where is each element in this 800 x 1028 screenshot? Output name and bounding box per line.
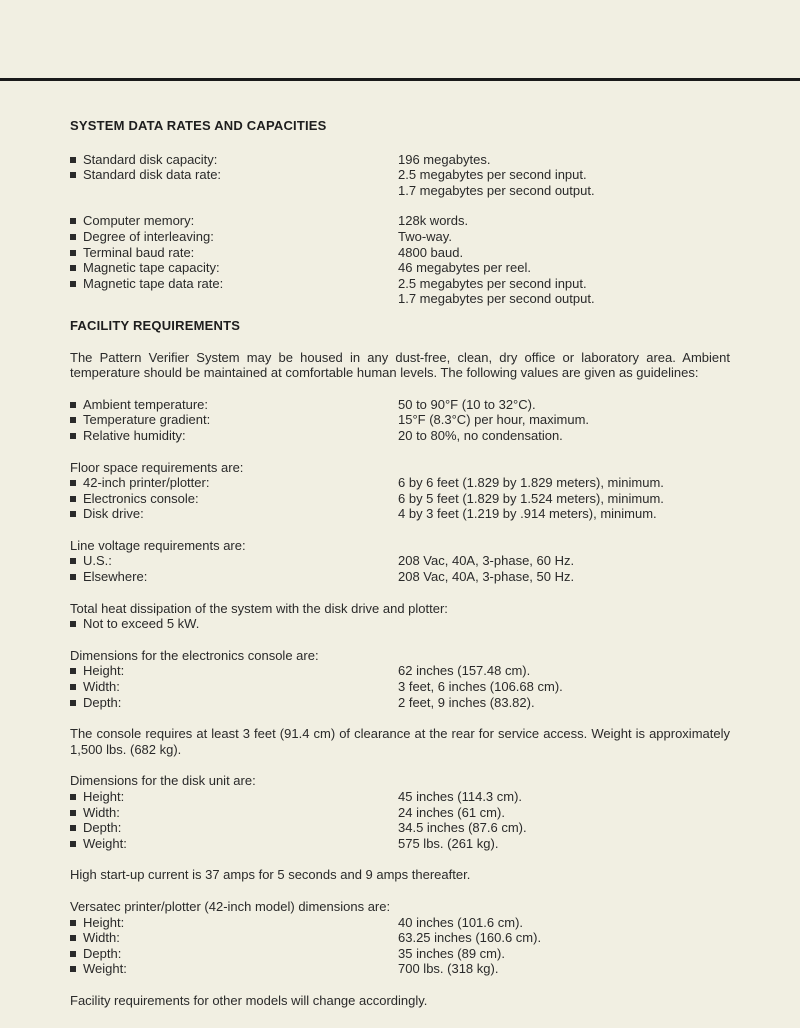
startup-current-note: High start-up current is 37 amps for 5 seconds and 9 amps thereafter. <box>70 867 471 883</box>
item-value: 4 by 3 feet (1.219 by .914 meters), minimum. <box>398 506 657 522</box>
item-label: Magnetic tape capacity: <box>83 260 220 276</box>
closing-note: Facility requirements for other models will change accordingly. <box>70 992 428 1008</box>
console-note: The console requires at least 3 feet (91.4 cm) of clearance at the rear for service access. Weight is approximately 1,500 lbs. (682 kg). <box>70 726 730 757</box>
item-value: 208 Vac, 40A, 3-phase, 60 Hz. <box>398 553 575 569</box>
item-label: Magnetic tape data rate: <box>83 275 224 291</box>
bullet-icon <box>70 250 76 256</box>
bullet-icon <box>70 218 76 224</box>
item-value: 50 to 90°F (10 to 32°C). <box>398 396 536 412</box>
bullet-icon <box>70 417 76 423</box>
disk-dimensions-list <box>70 789 730 851</box>
item-value: 575 lbs. (261 kg). <box>398 835 499 851</box>
item-label: Ambient temperature: <box>83 396 209 412</box>
list-item <box>70 820 730 836</box>
item-value: 196 megabytes. <box>398 151 491 167</box>
item-label: Disk drive: <box>83 506 144 522</box>
list-item <box>70 789 730 805</box>
item-label: Depth: <box>83 820 122 836</box>
bullet-icon <box>70 281 76 287</box>
console-dimensions-title: Dimensions for the electronics console are: <box>70 647 319 663</box>
bullet-icon <box>70 825 76 831</box>
item-label: Electronics console: <box>83 490 199 506</box>
list-item <box>70 245 730 261</box>
bullet-icon <box>70 496 76 502</box>
list-item <box>70 428 730 444</box>
item-value: 6 by 6 feet (1.829 by 1.829 meters), minimum. <box>398 475 664 491</box>
line-voltage-list <box>70 553 730 584</box>
list-item <box>70 930 730 946</box>
list-item <box>70 553 730 569</box>
item-label: Height: <box>83 789 125 804</box>
item-label: Elsewhere: <box>83 569 148 585</box>
bullet-icon <box>70 668 76 674</box>
list-item <box>70 805 730 821</box>
item-value: 4800 baud. <box>398 244 464 260</box>
section-heading-facility: FACILITY REQUIREMENTS <box>70 317 241 333</box>
floor-space-list <box>70 475 730 522</box>
item-label: Weight: <box>83 961 127 977</box>
item-value: 40 inches (101.6 cm). <box>398 914 524 930</box>
item-value: 24 inches (61 cm). <box>398 804 505 820</box>
plotter-dimensions-title: Versatec printer/plotter (42-inch model) dimensions are: <box>70 898 391 914</box>
list-item <box>70 915 730 931</box>
list-item <box>70 946 730 962</box>
bullet-icon <box>70 157 76 163</box>
list-item <box>70 961 730 977</box>
item-value: 208 Vac, 40A, 3-phase, 50 Hz. <box>398 569 575 585</box>
item-label: Standard disk data rate: <box>83 167 222 183</box>
bullet-icon <box>70 841 76 847</box>
bullet-icon <box>70 234 76 240</box>
item-value: 62 inches (157.48 cm). <box>398 663 531 679</box>
bullet-icon <box>70 480 76 486</box>
bullet-icon <box>70 966 76 972</box>
list-item <box>70 695 730 711</box>
list-item <box>70 506 730 522</box>
item-value: 1.7 megabytes per second output. <box>398 291 595 307</box>
item-label: Height: <box>83 914 125 930</box>
console-dimensions-list <box>70 663 730 710</box>
item-label: Depth: <box>83 694 122 710</box>
bullet-icon <box>70 684 76 690</box>
list-item <box>70 276 730 307</box>
bullet-icon <box>70 265 76 271</box>
list-item <box>70 229 730 245</box>
item-label: Depth: <box>83 945 122 961</box>
item-label: Relative humidity: <box>83 427 186 443</box>
item-value: 2.5 megabytes per second input. <box>398 275 587 291</box>
heat-title: Total heat dissipation of the system with the disk drive and plotter: <box>70 600 448 616</box>
section-heading-data-rates: SYSTEM DATA RATES AND CAPACITIES <box>70 118 327 133</box>
list-item <box>70 663 730 679</box>
item-value: 63.25 inches (160.6 cm). <box>398 930 542 946</box>
item-value: 2 feet, 9 inches (83.82). <box>398 694 535 710</box>
item-label: Height: <box>83 663 125 679</box>
list-item <box>70 491 730 507</box>
list-item <box>70 152 730 168</box>
bullet-icon <box>70 511 76 517</box>
item-value: 20 to 80%, no condensation. <box>398 427 563 443</box>
item-label: Width: <box>83 804 120 820</box>
item-value: 6 by 5 feet (1.829 by 1.524 meters), minimum. <box>398 490 664 506</box>
item-value: 3 feet, 6 inches (106.68 cm). <box>398 679 563 695</box>
item-value: 46 megabytes per reel. <box>398 260 531 276</box>
environment-list <box>70 397 730 444</box>
bullet-icon <box>70 920 76 926</box>
item-label: U.S.: <box>83 553 112 569</box>
list-item <box>70 167 730 198</box>
list-item <box>70 475 730 491</box>
item-value: Two-way. <box>398 228 452 244</box>
item-label: Width: <box>83 930 120 946</box>
item-label: Standard disk capacity: <box>83 151 218 167</box>
bullet-icon <box>70 402 76 408</box>
bullet-icon <box>70 558 76 564</box>
list-item <box>70 397 730 413</box>
item-label: Weight: <box>83 835 127 851</box>
item-value: 34.5 inches (87.6 cm). <box>398 820 527 836</box>
bullet-icon <box>70 621 76 627</box>
bullet-icon <box>70 433 76 439</box>
list-item <box>70 412 730 428</box>
floor-space-title: Floor space requirements are: <box>70 459 244 475</box>
item-value: 35 inches (89 cm). <box>398 945 505 961</box>
item-value: 128k words. <box>398 213 469 229</box>
bullet-icon <box>70 172 76 178</box>
item-label: Computer memory: <box>83 213 195 229</box>
bullet-icon <box>70 700 76 706</box>
disk-dimensions-title: Dimensions for the disk unit are: <box>70 773 256 789</box>
item-label: 42-inch printer/plotter: <box>83 475 210 491</box>
bullet-icon <box>70 574 76 580</box>
bullet-icon <box>70 935 76 941</box>
plotter-dimensions-list <box>70 915 730 977</box>
list-item <box>70 569 730 585</box>
page-content <box>70 118 730 1009</box>
item-value: 1.7 megabytes per second output. <box>398 182 595 198</box>
heat-item: Not to exceed 5 kW. <box>70 616 730 632</box>
line-voltage-title: Line voltage requirements are: <box>70 537 246 553</box>
item-label: Temperature gradient: <box>83 412 211 428</box>
item-value: 45 inches (114.3 cm). <box>398 789 523 804</box>
item-value: 700 lbs. (318 kg). <box>398 961 499 977</box>
item-label: Degree of interleaving: <box>83 228 214 244</box>
data-rates-list <box>70 152 730 307</box>
bullet-icon <box>70 794 76 800</box>
list-item <box>70 213 730 229</box>
item-label: Width: <box>83 679 120 695</box>
facility-intro: The Pattern Verifier System may be housed in any dust-free, clean, dry office or laboratory area. Ambient temperature should be maintained at comfortable human levels. The following values are given as guidelines: <box>70 349 730 381</box>
list-item <box>70 679 730 695</box>
bullet-icon <box>70 951 76 957</box>
list-item <box>70 260 730 276</box>
item-value: 15°F (8.3°C) per hour, maximum. <box>398 412 590 428</box>
list-item <box>70 836 730 852</box>
item-value: 2.5 megabytes per second input. <box>398 167 587 183</box>
bullet-icon <box>70 810 76 816</box>
top-rule <box>0 78 800 81</box>
item-label: Terminal baud rate: <box>83 244 195 260</box>
